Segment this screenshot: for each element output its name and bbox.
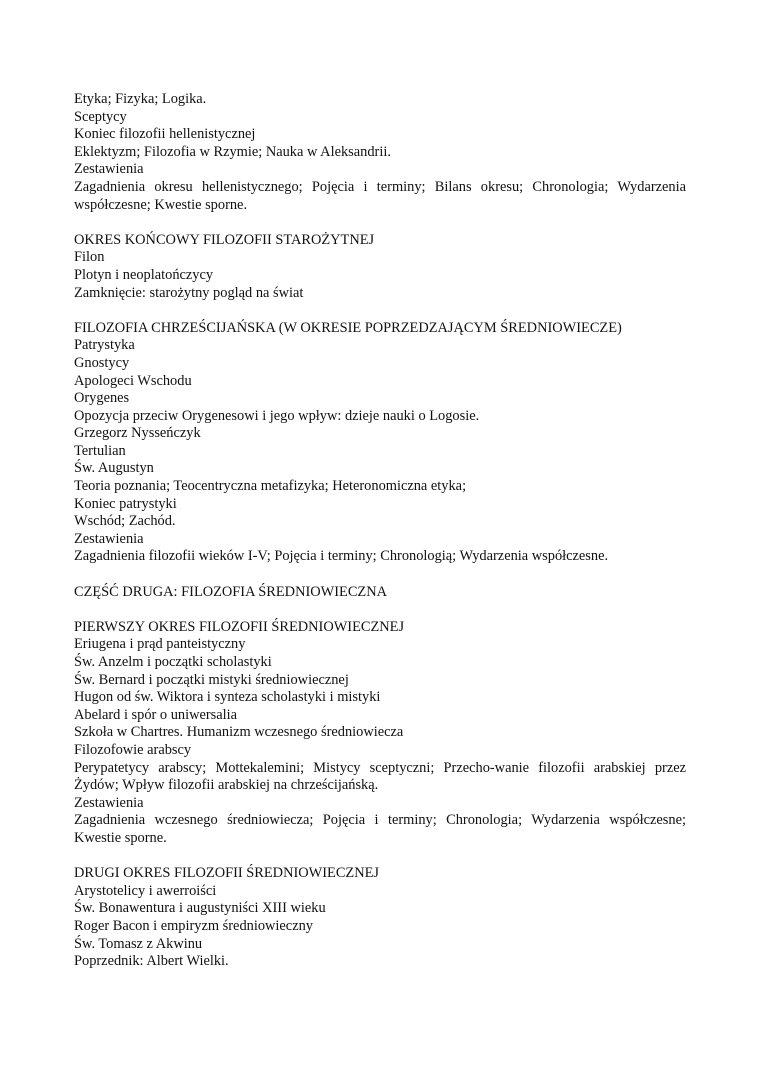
section-heading: FILOZOFIA CHRZEŚCIJAŃSKA (W OKRESIE POPRZEDZAJĄCYM ŚREDNIOWIECZE) — [74, 319, 622, 336]
content-line: Zamknięcie: starożytny pogląd na świat — [74, 284, 304, 301]
section — [74, 584, 686, 602]
content-line: Koniec filozofii hellenistycznej — [74, 126, 256, 143]
content-line: Arystotelicy i awerroiści — [74, 882, 217, 899]
content-line: Wschód; Zachód. — [74, 513, 176, 530]
section — [74, 619, 686, 848]
content-line: Grzegorz Nysseńczyk — [74, 425, 201, 442]
content-line: Apologeci Wschodu — [74, 372, 192, 389]
content-line: Opozycja przeciw Orygenesowi i jego wpływ: dzieje nauki o Logosie. — [74, 407, 480, 424]
content-line: Zestawienia — [74, 161, 144, 178]
content-line: Patrystyka — [74, 337, 135, 354]
section-heading: PIERWSZY OKRES FILOZOFII ŚREDNIOWIECZNEJ — [74, 618, 405, 635]
content-line: Zagadnienia okresu hellenistycznego; Pojęcia i terminy; Bilans okresu; Chronologia; Wydarzenia współczesne; Kwestie sporne. — [74, 178, 686, 213]
content-line: Roger Bacon i empiryzm średniowieczny — [74, 917, 313, 934]
content-line: Eklektyzm; Filozofia w Rzymie; Nauka w Aleksandrii. — [74, 143, 391, 160]
content-line: Św. Augustyn — [74, 460, 154, 477]
content-line: Szkoła w Chartres. Humanizm wczesnego średniowiecza — [74, 724, 404, 741]
section — [74, 320, 686, 566]
content-line: Koniec patrystyki — [74, 495, 177, 512]
content-line: Filon — [74, 249, 105, 266]
content-line: Zagadnienia wczesnego średniowiecza; Pojęcia i terminy; Chronologia; Wydarzenia współczesne; Kwestie sporne. — [74, 812, 686, 846]
document-page — [74, 91, 686, 971]
content-line: Etyka; Fizyka; Logika. — [74, 91, 207, 107]
content-line: Abelard i spór o uniwersalia — [74, 706, 238, 723]
content-line: Św. Bernard i początki mistyki średniowiecznej — [74, 671, 349, 688]
content-line: Eriugena i prąd panteistyczny — [74, 636, 246, 653]
content-line: Gnostycy — [74, 354, 130, 371]
content-line: Zestawienia — [74, 530, 144, 547]
content-line: Św. Bonawentura i augustyniści XIII wieku — [74, 900, 326, 917]
section-heading: OKRES KOŃCOWY FILOZOFII STAROŻYTNEJ — [74, 231, 375, 248]
content-line: Poprzednik: Albert Wielki. — [74, 953, 229, 970]
content-line: Św. Tomasz z Akwinu — [74, 935, 203, 952]
section — [74, 232, 686, 302]
content-line: Filozofowie arabscy — [74, 741, 192, 758]
section — [74, 91, 686, 214]
content-line: Św. Anzelm i początki scholastyki — [74, 654, 272, 670]
content-line: Perypatetycy arabscy; Mottekalemini; Mistycy sceptyczni; Przecho-wanie filozofii arabskiej przez Żydów; Wpływ filozofii arabskiej na chrześcijańską. — [74, 759, 686, 794]
content-line: Plotyn i neoplatończycy — [74, 266, 214, 283]
section-heading: CZĘŚĆ DRUGA: FILOZOFIA ŚREDNIOWIECZNA — [74, 583, 387, 600]
content-line: Hugon od św. Wiktora i synteza scholastyki i mistyki — [74, 689, 381, 706]
section — [74, 865, 686, 971]
content-line: Sceptycy — [74, 108, 127, 125]
content-line: Zestawienia — [74, 794, 144, 811]
content-line: Zagadnienia filozofii wieków I-V; Pojęcia i terminy; Chronologią; Wydarzenia współczesne. — [74, 548, 609, 565]
content-line: Tertulian — [74, 442, 126, 459]
content-line: Teoria poznania; Teocentryczna metafizyka; Heteronomiczna etyka; — [74, 478, 467, 495]
section-heading: DRUGI OKRES FILOZOFII ŚREDNIOWIECZNEJ — [74, 865, 379, 882]
content-line: Orygenes — [74, 390, 130, 407]
